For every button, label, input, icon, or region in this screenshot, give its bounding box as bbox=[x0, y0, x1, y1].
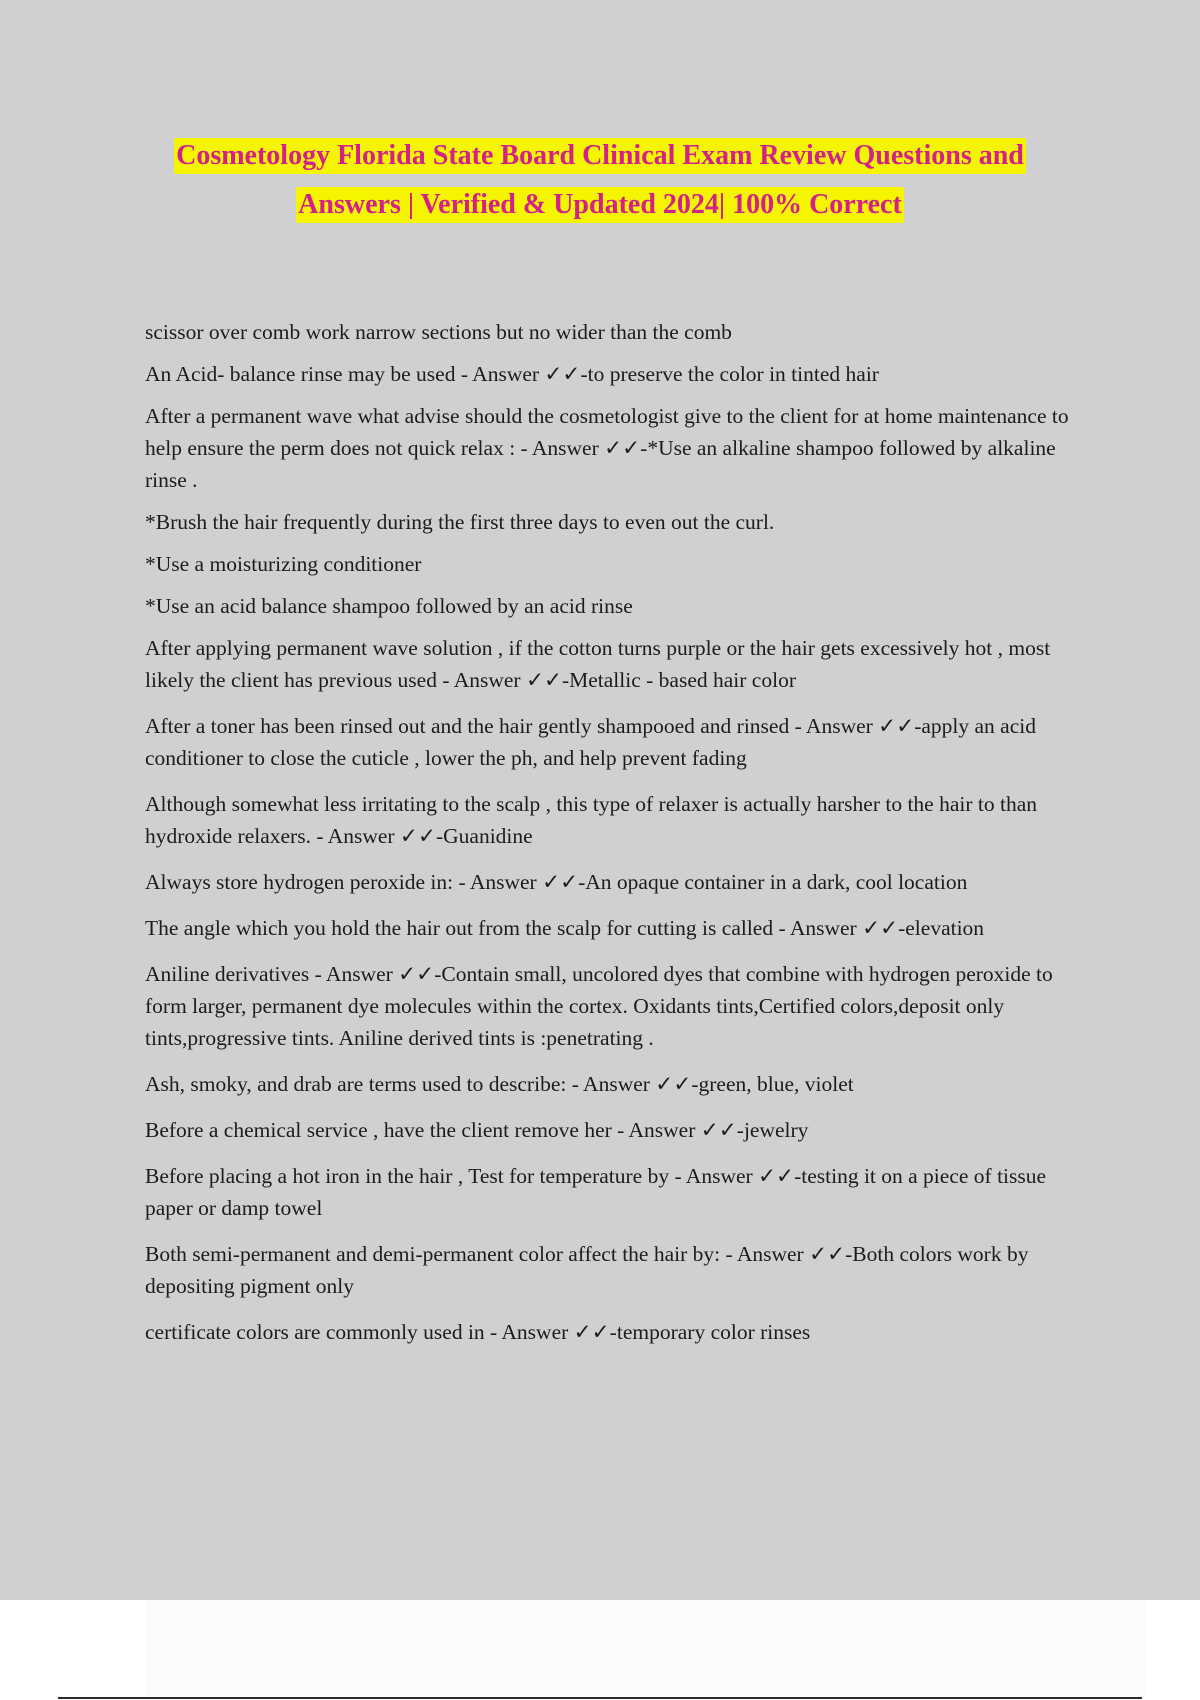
question-paragraph: scissor over comb work narrow sections but no wider than the comb bbox=[145, 320, 732, 344]
question-paragraph: Although somewhat less irritating to the scalp , this type of relaxer is actually harsher to the hair to than hydroxide relaxers. - Answer ✓✓-Guanidine bbox=[145, 792, 1038, 848]
question-paragraph: Before placing a hot iron in the hair , Test for temperature by - Answer ✓✓-testing it on a piece of tissue paper or damp towel bbox=[145, 1164, 1047, 1220]
next-page-preview bbox=[145, 1600, 1145, 1696]
question-list bbox=[145, 316, 1085, 1362]
question-paragraph: Always store hydrogen peroxide in: - Answer ✓✓-An opaque container in a dark, cool location bbox=[145, 870, 968, 894]
question-paragraph: *Use an acid balance shampoo followed by an acid rinse bbox=[145, 594, 633, 618]
document-title bbox=[0, 138, 1200, 236]
title-line-2: Answers | Verified & Updated 2024| 100% Correct bbox=[296, 187, 904, 223]
page-divider bbox=[58, 1697, 1142, 1699]
title-line-1: Cosmetology Florida State Board Clinical Exam Review Questions and bbox=[174, 138, 1026, 174]
question-paragraph: Ash, smoky, and drab are terms used to describe: - Answer ✓✓-green, blue, violet bbox=[145, 1072, 854, 1096]
question-paragraph: After a permanent wave what advise should the cosmetologist give to the client for at home maintenance to help ensure the perm does not quick relax : - Answer ✓✓-*Use an alkaline shampoo followed by alkaline rinse . bbox=[145, 404, 1069, 492]
question-paragraph: After applying permanent wave solution , if the cotton turns purple or the hair gets excessively hot , most likely the client has previous used - Answer ✓✓-Metallic - based hair color bbox=[145, 636, 1051, 692]
question-paragraph: *Use a moisturizing conditioner bbox=[145, 552, 422, 576]
question-paragraph: The angle which you hold the hair out from the scalp for cutting is called - Answer ✓✓-elevation bbox=[145, 916, 985, 940]
question-paragraph: Aniline derivatives - Answer ✓✓-Contain small, uncolored dyes that combine with hydrogen peroxide to form larger, permanent dye molecules within the cortex. Oxidants tints,Certified colors,deposit only tints,progressive tints. Aniline derived tints is :penetrating . bbox=[145, 962, 1053, 1050]
question-paragraph: Before a chemical service , have the client remove her - Answer ✓✓-jewelry bbox=[145, 1118, 809, 1142]
question-paragraph: After a toner has been rinsed out and the hair gently shampooed and rinsed - Answer ✓✓-apply an acid conditioner to close the cuticle , lower the ph, and help prevent fading bbox=[145, 714, 1036, 770]
question-paragraph: Both semi-permanent and demi-permanent color affect the hair by: - Answer ✓✓-Both colors work by depositing pigment only bbox=[145, 1242, 1029, 1298]
question-paragraph: certificate colors are commonly used in - Answer ✓✓-temporary color rinses bbox=[145, 1320, 811, 1344]
question-paragraph: An Acid- balance rinse may be used - Answer ✓✓-to preserve the color in tinted hair bbox=[145, 362, 879, 386]
question-paragraph: *Brush the hair frequently during the first three days to even out the curl. bbox=[145, 510, 775, 534]
